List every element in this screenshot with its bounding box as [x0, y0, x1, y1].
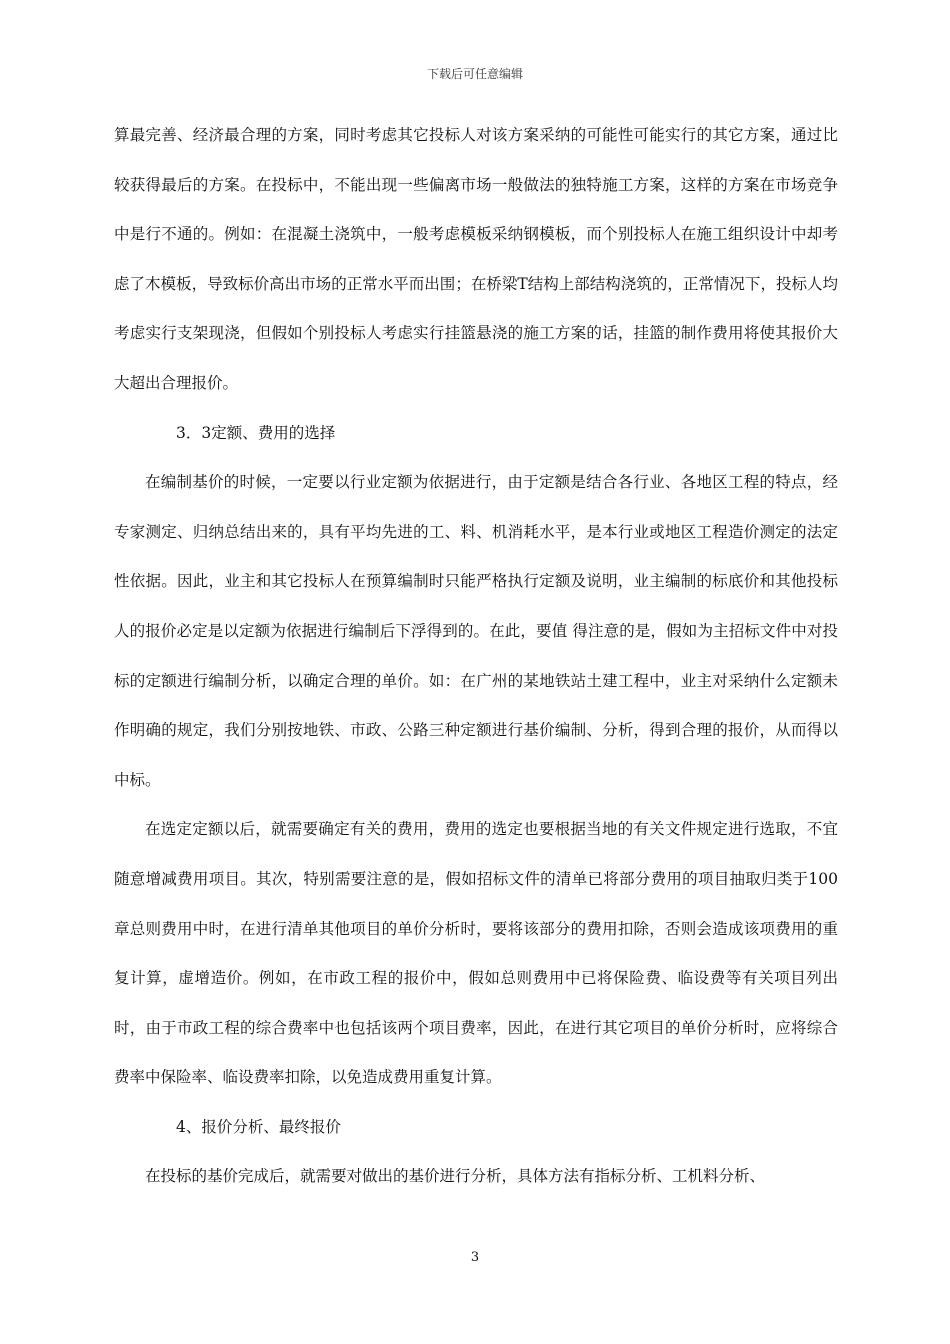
section-heading-quota-fees: 3．3定额、费用的选择: [176, 423, 336, 442]
document-body: [114, 111, 838, 1202]
page-number: 3: [470, 1250, 480, 1265]
section-heading-price-analysis: 4、报价分析、最终报价: [176, 1117, 341, 1136]
paragraph-fees: 在选定定额以后，就需要确定有关的费用，费用的选定也要根据当地的有关文件规定进行选取，不宜随意增减费用项目。其次，特别需要注意的是，假如招标文件的清单已将部分费用的项目抽取归类于100章总则费用中时，在进行清单其他项目的单价分析时，要将该部分的费用扣除，否则会造成该项费用的重复计算，虚增造价。例如，在市政工程的报价中，假如总则费用中已将保险费、临设费等有关项目列出时，由于市政工程的综合费率中也包括该两个项目费率，因此，在进行其它项目的单价分析时，应将综合费率中保险率、临设费率扣除，以免造成费用重复计算。: [114, 820, 838, 1087]
paragraph-continuation: 算最完善、经济最合理的方案，同时考虑其它投标人对该方案采纳的可能性可能实行的其它方案，通过比较获得最后的方案。在投标中，不能出现一些偏离市场一般做法的独特施工方案，这样的方案在市场竞争中是行不通的。例如：在混凝土浇筑中，一般考虑模板采纳钢模板，而个别投标人在施工组织设计中却考虑了木模板，导致标价高出市场的正常水平而出围；在桥梁T结构上部结构浇筑的，正常情况下，投标人均考虑实行支架现浇，但假如个别投标人考虑实行挂篮悬浇的施工方案的话，挂篮的制作费用将使其报价大大超出合理报价。: [114, 126, 838, 392]
paragraph-quota: 在编制基价的时候，一定要以行业定额为依据进行，由于定额是结合各行业、各地区工程的特点，经专家测定、归纳总结出来的，具有平均先进的工、料、机消耗水平，是本行业或地区工程造价测定的法定性依据。因此，业主和其它投标人在预算编制时只能严格执行定额及说明，业主编制的标底价和其他投标人的报价必定是以定额为依据进行编制后下浮得到的。在此，要值 得注意的是，假如为主招标文件中对投标的定额进行编制分析，以确定合理的单价。如：在广州的某地铁站土建工程中，业主对采纳什么定额未作明确的规定，我们分别按地铁、市政、公路三种定额进行基价编制、分析，得到合理的报价，从而得以中标。: [114, 473, 838, 789]
paragraph-price-analysis: 在投标的基价完成后，就需要对做出的基价进行分析，具体方法有指标分析、工机料分析、: [145, 1167, 766, 1186]
page-header: 下载后可任意编辑: [426, 67, 523, 81]
